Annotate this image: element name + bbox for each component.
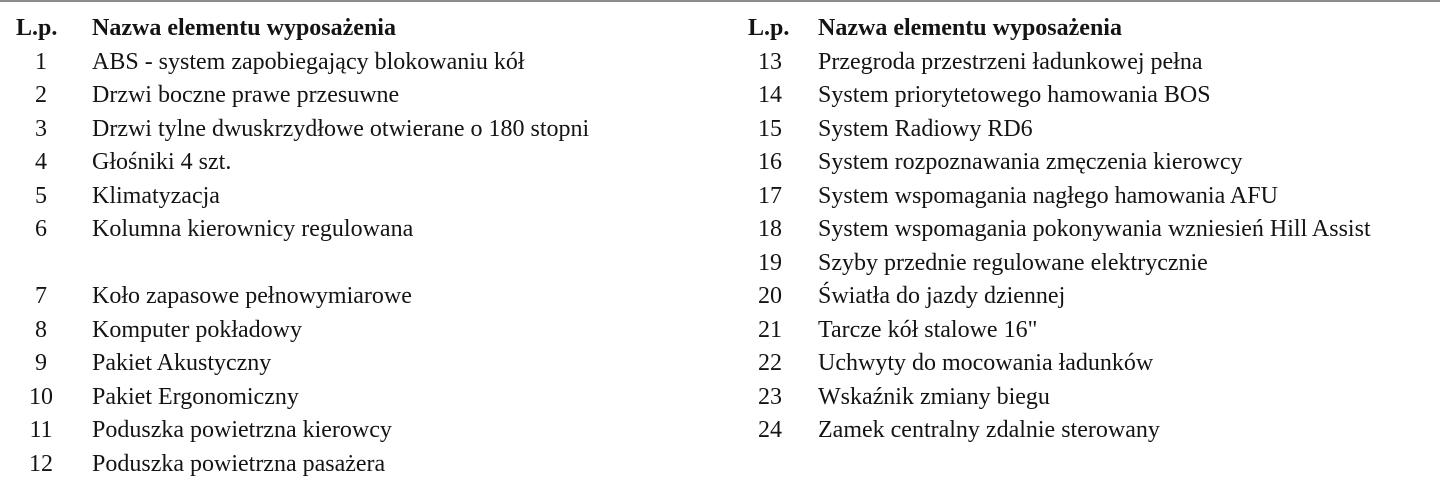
row-name: Drzwi boczne prawe przesuwne	[66, 79, 399, 113]
table-row	[16, 314, 716, 348]
row-number: 12	[16, 448, 66, 481]
table-row	[748, 146, 1440, 180]
row-number: 3	[16, 113, 66, 147]
row-name: Kolumna kierownicy regulowana	[66, 213, 413, 247]
row-name: Koło zapasowe pełnowymiarowe	[66, 280, 412, 314]
table-row	[16, 213, 716, 247]
row-name: Poduszka powietrzna pasażera	[66, 448, 385, 481]
equipment-list-left	[16, 12, 716, 481]
row-number: 7	[16, 280, 66, 314]
row-name: Drzwi tylne dwuskrzydłowe otwierane o 180 stopni	[66, 113, 589, 147]
row-name: Komputer pokładowy	[66, 314, 302, 348]
row-name: System rozpoznawania zmęczenia kierowcy	[792, 146, 1412, 180]
row-name: Przegroda przestrzeni ładunkowej pełna	[792, 46, 1412, 80]
row-name: ABS - system zapobiegający blokowaniu kół	[66, 46, 525, 80]
row-number: 2	[16, 79, 66, 113]
row-number: 20	[748, 280, 792, 314]
row-number: 10	[16, 381, 66, 415]
row-number: 11	[16, 414, 66, 448]
table-row	[16, 381, 716, 415]
table-row	[748, 213, 1440, 247]
table-row	[748, 113, 1440, 147]
column-header-number: L.p.	[16, 12, 66, 46]
row-number: 14	[748, 79, 792, 113]
row-number: 6	[16, 213, 66, 247]
row-name: Pakiet Ergonomiczny	[66, 381, 299, 415]
table-header	[748, 12, 1440, 46]
row-name: System wspomagania nagłego hamowania AFU	[792, 180, 1412, 214]
column-header-number: L.p.	[748, 12, 792, 46]
table-row	[16, 414, 716, 448]
table-row	[748, 280, 1440, 314]
row-name: Szyby przednie regulowane elektrycznie	[792, 247, 1412, 281]
table-row	[748, 347, 1440, 381]
table-row	[16, 280, 716, 314]
table-row	[748, 247, 1440, 281]
table-row	[748, 314, 1440, 348]
row-number: 1	[16, 46, 66, 80]
table-row	[16, 448, 716, 481]
row-number: 24	[748, 414, 792, 448]
row-name: Uchwyty do mocowania ładunków	[792, 347, 1412, 381]
row-name: Poduszka powietrzna kierowcy	[66, 414, 392, 448]
row-name: System wspomagania pokonywania wzniesień Hill Assist	[792, 213, 1412, 247]
table-row	[748, 381, 1440, 415]
row-name: System Radiowy RD6	[792, 113, 1412, 147]
row-name: Głośniki 4 szt.	[66, 146, 231, 180]
row-number: 9	[16, 347, 66, 381]
table-row	[16, 113, 716, 147]
table-row	[16, 46, 716, 80]
table-row	[748, 79, 1440, 113]
row-number: 21	[748, 314, 792, 348]
row-name: Tarcze kół stalowe 16"	[792, 314, 1412, 348]
table-row	[16, 180, 716, 214]
row-number: 23	[748, 381, 792, 415]
table-row	[748, 414, 1440, 448]
row-number: 19	[748, 247, 792, 281]
row-number: 5	[16, 180, 66, 214]
table-row	[16, 146, 716, 180]
equipment-list-right	[748, 12, 1440, 448]
row-number: 22	[748, 347, 792, 381]
row-number: 4	[16, 146, 66, 180]
row-name: Wskaźnik zmiany biegu	[792, 381, 1412, 415]
row-name: Pakiet Akustyczny	[66, 347, 271, 381]
row-name: Klimatyzacja	[66, 180, 220, 214]
row-number: 16	[748, 146, 792, 180]
column-header-name: Nazwa elementu wyposażenia	[66, 12, 396, 46]
row-spacer	[16, 247, 716, 281]
row-number: 18	[748, 213, 792, 247]
table-header	[16, 12, 716, 46]
table-row	[16, 79, 716, 113]
top-divider	[0, 0, 1440, 2]
row-number: 8	[16, 314, 66, 348]
row-number: 13	[748, 46, 792, 80]
table-row	[748, 180, 1440, 214]
row-name: Światła do jazdy dziennej	[792, 280, 1412, 314]
row-number: 17	[748, 180, 792, 214]
column-header-name: Nazwa elementu wyposażenia	[792, 12, 1412, 46]
row-number: 15	[748, 113, 792, 147]
row-name: Zamek centralny zdalnie sterowany	[792, 414, 1412, 448]
row-name: System priorytetowego hamowania BOS	[792, 79, 1412, 113]
table-row	[748, 46, 1440, 80]
table-row	[16, 347, 716, 381]
